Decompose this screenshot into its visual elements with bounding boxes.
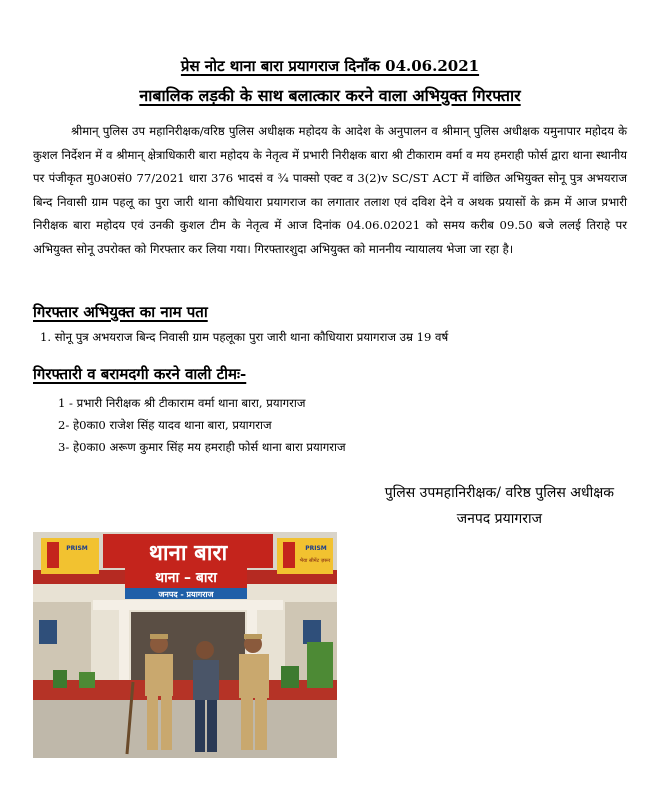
sign-bottom-text: जनपद - प्रयागराज: [158, 590, 214, 599]
police-station-photo: [33, 532, 337, 758]
team-member: 1 - प्रभारी निरीक्षक श्री टीकाराम वर्मा थाना बारा, प्रयागराज: [58, 396, 306, 410]
team-list: [58, 392, 346, 458]
accused-item: 1. सोनू पुत्र अभयराज बिन्द निवासी ग्राम पहलूका पुरा जारी थाना कौधियारा प्रयागराज उम्र 19 वर्ष: [40, 330, 449, 344]
sign-middle-text: थाना – बारा: [155, 570, 217, 586]
team-section-heading: गिरफ्तारी व बरामदगी करने वाली टीमः-: [33, 365, 247, 383]
banner-brand-left: PRISM: [66, 545, 88, 552]
sign-top-text: थाना बारा: [148, 541, 228, 566]
press-note-title: प्रेस नोट थाना बारा प्रयागराज दिनाँक 04.06.2021: [180, 57, 480, 75]
press-note-subtitle: नाबालिक लड़की के साथ बलात्कार करने वाला अभियुक्त गिरफ्तार: [139, 86, 521, 105]
signature-block: [385, 480, 614, 532]
banner-brand-right: PRISM: [305, 545, 327, 552]
accused-section-heading: गिरफ्तार अभियुक्त का नाम पता: [33, 303, 208, 321]
banner-text-right: भैया सीमेंट ज़रूर: [299, 558, 331, 564]
body-paragraph: श्रीमान् पुलिस उप महानिरीक्षक/वरिष्ठ पुलिस अधीक्षक महोदय के आदेश के अनुपालन व श्रीमान् पुलिस अधीक्षक यमुनापार महोदय के कुशल निर्देशन में व श्रीमान् क्षेत्राधिकारी बारा महोदय के नेतृत्व में प्रभारी निरीक्षक बारा श्री टीकाराम वर्मा व मय हमराही फोर्स द्वारा थाना स्थानीय पर पंजीकृत मु0अ0सं0 77/2021 धारा 376 भादसं व ¾ पाक्सो एक्ट व 3(2)v SC/ST ACT में वांछित अभियुक्त सोनू पुत्र अभयराज बिन्द निवासी ग्राम पहलू का पुरा जारी थाना कौधियारा प्रयागराज का लगातार तलाश एवं दविश देने व अथक प्रयासों के क्रम में आज प्रभारी निरीक्षक बारा महोदय एवं उनकी कुशल टीम के नेतृत्व में आज दिनांक 04.06.02021 को समय करीब 09.50 बजे ललई तिराहे पर अभियुक्त सोनू उपरोक्त को गिरफ्तार कर लिया गया। गिरफ्तारशुदा अभियुक्त को माननीय न्यायालय भेजा जा रहा है।: [33, 124, 627, 256]
team-member: 2- हे0का0 राजेश सिंह यादव थाना बारा, प्रयागराज: [58, 418, 272, 432]
team-member: 3- हे0का0 अरूण कुमार सिंह मय हमराही फोर्स थाना बारा प्रयागराज: [58, 440, 346, 454]
signature-district: जनपद प्रयागराज: [456, 511, 543, 527]
signature-designation: पुलिस उपमहानिरीक्षक/ वरिष्ठ पुलिस अधीक्षक: [384, 485, 614, 501]
